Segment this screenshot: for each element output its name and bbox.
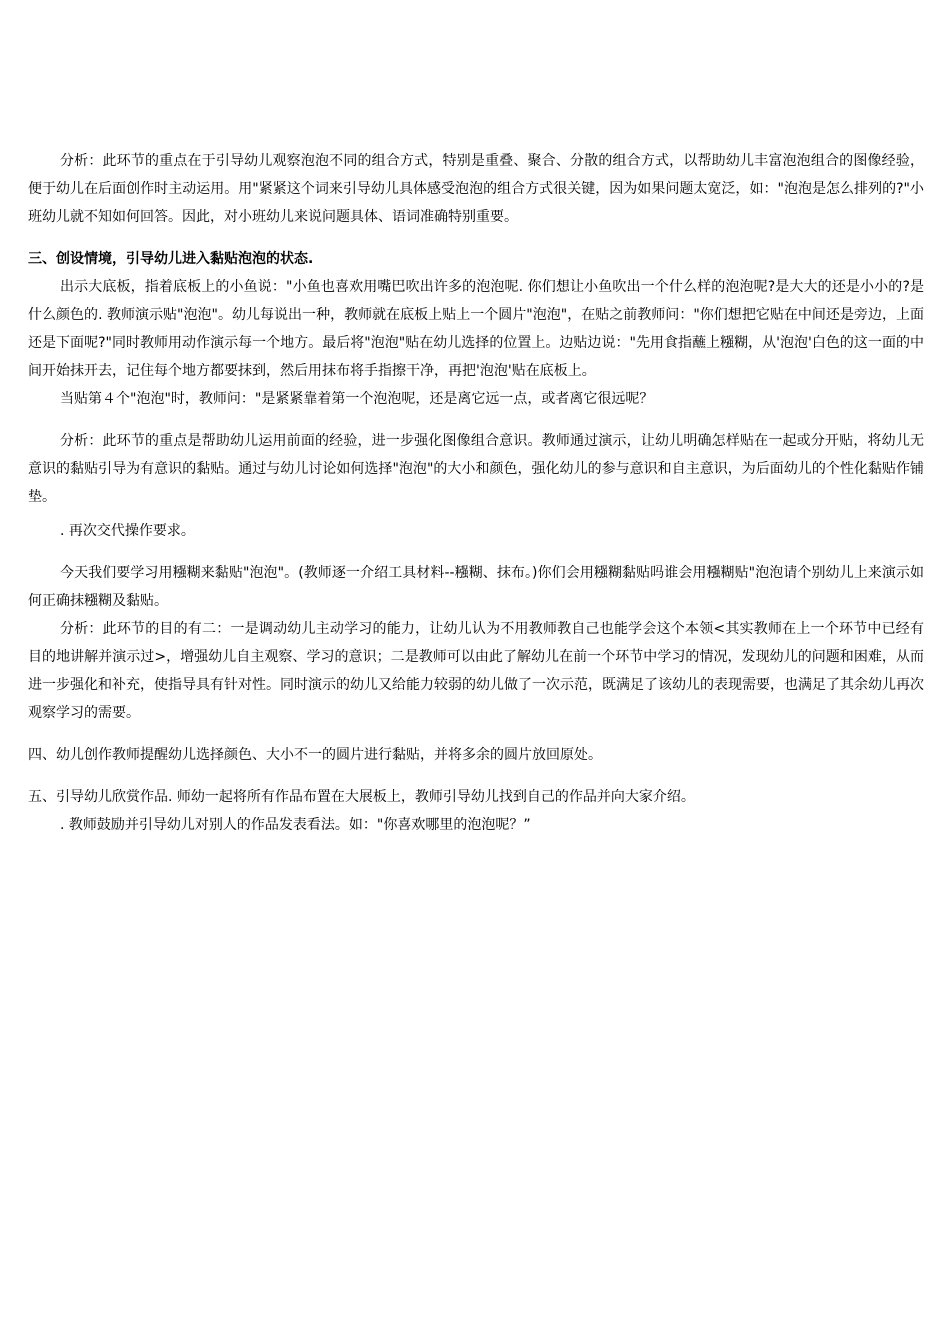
section-heading-5: 五、引导幼儿欣赏作品. 师幼一起将所有作品布置在大展板上，教师引导幼儿找到自己的作品并向大家介绍。 bbox=[28, 789, 695, 805]
body-paragraph-discussion: . 教师鼓励并引导幼儿对别人的作品发表看法。如："你喜欢哪里的泡泡呢？” bbox=[60, 817, 531, 833]
body-paragraph-fourth-bubble: 当贴第４个"泡泡"时，教师问："是紧紧靠着第一个泡泡呢，还是离它远一点，或者离它很远呢？ bbox=[60, 391, 654, 407]
analysis-paragraph-1: 分析：此环节的重点在于引导幼儿观察泡泡不同的组合方式，特别是重叠、聚合、分散的组合方式，以帮助幼儿丰富泡泡组合的图像经验，便于幼儿在后面创作时主动运用。用"紧紧这个词来引导幼儿具体感受泡泡的组合方式很关键，因为如果问题太宽泛，如："泡泡是怎么排列的?"小班幼儿就不知如何回答。因此，对小班幼儿来说问题具体、语词准确特别重要。 bbox=[28, 153, 924, 225]
analysis-paragraph-2: 分析：此环节的重点是帮助幼儿运用前面的经验，进一步强化图像组合意识。教师通过演示，让幼儿明确怎样贴在一起或分开贴，将幼儿无意识的黏贴引导为有意识的黏贴。通过与幼儿讨论如何选择"泡泡"的大小和颜色，强化幼儿的参与意识和自主意识，为后面幼儿的个性化黏贴作铺垫。 bbox=[28, 433, 924, 505]
section-heading-3: 三、创设情境，引导幼儿进入黏贴泡泡的状态. bbox=[28, 251, 314, 267]
body-paragraph-materials: 今天我们要学习用糨糊来黏贴"泡泡"。(教师逐一介绍工具材料--糨糊、抹布。)你们会用糨糊黏贴吗谁会用糨糊贴"泡泡请个别幼儿上来演示如何正确抹糨糊及黏贴。 bbox=[28, 565, 924, 609]
body-paragraph-requirements: . 再次交代操作要求。 bbox=[60, 523, 195, 539]
analysis-paragraph-3: 分析：此环节的目的有二：一是调动幼儿主动学习的能力，让幼儿认为不用教师教自己也能学会这个本领<其实教师在上一个环节中已经有目的地讲解并演示过>，增强幼儿自主观察、学习的意识；二是教师可以由此了解幼儿在前一个环节中学习的情况，发现幼儿的问题和困难，从而进一步强化和补充，使指导具有针对性。同时演示的幼儿又给能力较弱的幼儿做了一次示范，既满足了该幼儿的表现需要，也满足了其余幼儿再次观察学习的需要。 bbox=[28, 621, 924, 721]
document-body bbox=[28, 147, 924, 839]
section-heading-4: 四、幼儿创作教师提醒幼儿选择颜色、大小不一的圆片进行黏贴，并将多余的圆片放回原处。 bbox=[28, 747, 602, 763]
body-paragraph-demo: 出示大底板，指着底板上的小鱼说："小鱼也喜欢用嘴巴吹出许多的泡泡呢. 你们想让小鱼吹出一个什么样的泡泡呢?是大大的还是小小的?是什么颜色的. 教师演示贴"泡泡"。幼儿每说出一种，教师就在底板上贴上一个圆片"泡泡"，在贴之前教师问："你们想把它贴在中间还是旁边，上面还是下面呢?"同时教师用动作演示每一个地方。最后将"泡泡"贴在幼儿选择的位置上。边贴边说："先用食指蘸上糨糊，从'泡泡'白色的这一面的中间开始抹开去，记住每个地方都要抹到，然后用抹布将手指擦干净，再把'泡泡'贴在底板上。 bbox=[28, 279, 924, 379]
